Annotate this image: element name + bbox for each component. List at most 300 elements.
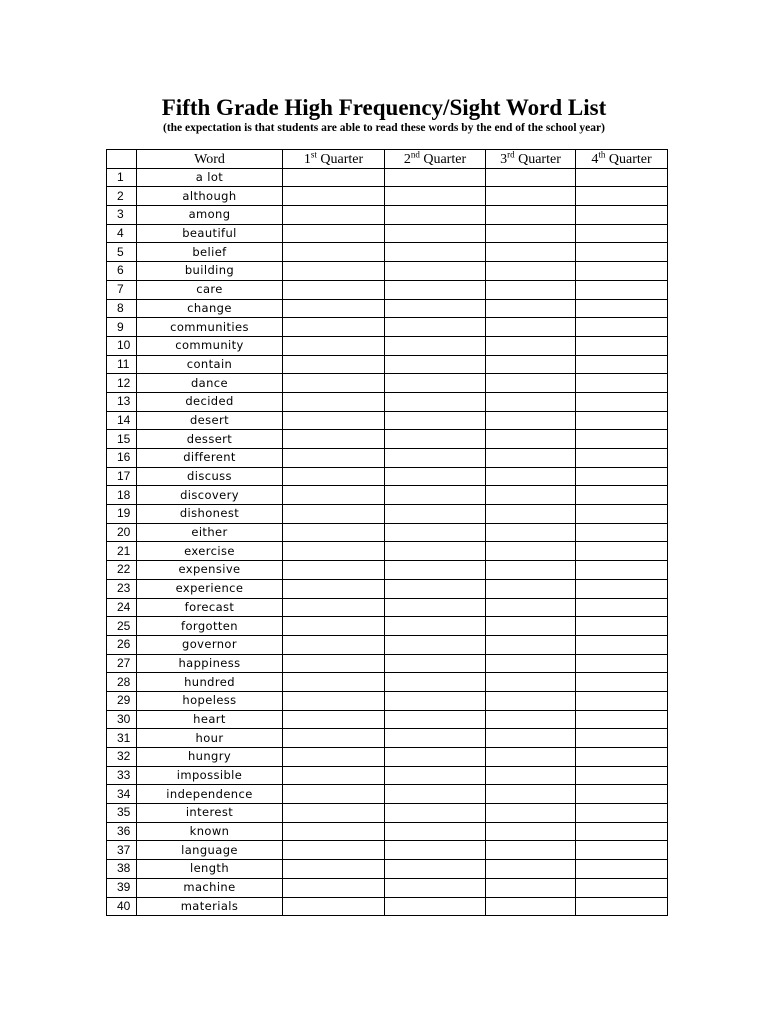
quarter-4-cell[interactable] (576, 168, 668, 187)
row-number: 1 (107, 168, 137, 187)
quarter-2-cell[interactable] (385, 243, 486, 262)
quarter-4-cell[interactable] (576, 748, 668, 767)
quarter-1-cell[interactable] (283, 411, 385, 430)
quarter-3-cell[interactable] (486, 561, 576, 580)
quarter-4-cell[interactable] (576, 841, 668, 860)
quarter-4-cell[interactable] (576, 785, 668, 804)
quarter-4-cell[interactable] (576, 224, 668, 243)
row-word: change (137, 299, 283, 318)
row-word: hungry (137, 748, 283, 767)
quarter-1-cell[interactable] (283, 449, 385, 468)
quarter-1-cell[interactable] (283, 841, 385, 860)
row-number: 25 (107, 617, 137, 636)
row-word: contain (137, 355, 283, 374)
quarter-3-cell[interactable] (486, 897, 576, 916)
quarter-3-cell[interactable] (486, 355, 576, 374)
quarter-1-cell[interactable] (283, 318, 385, 337)
quarter-1-cell[interactable] (283, 617, 385, 636)
quarter-2-cell[interactable] (385, 878, 486, 897)
quarter-3-cell[interactable] (486, 299, 576, 318)
table-row (107, 841, 668, 860)
quarter-3-cell[interactable] (486, 262, 576, 281)
quarter-3-cell[interactable] (486, 673, 576, 692)
quarter-2-cell[interactable] (385, 635, 486, 654)
table-row (107, 206, 668, 225)
row-word: either (137, 523, 283, 542)
quarter-2-cell[interactable] (385, 729, 486, 748)
table-row (107, 710, 668, 729)
row-word: machine (137, 878, 283, 897)
quarter-3-cell[interactable] (486, 523, 576, 542)
quarter-2-cell[interactable] (385, 785, 486, 804)
quarter-4-cell[interactable] (576, 729, 668, 748)
header-quarter-3-suffix: rd (507, 149, 515, 160)
quarter-3-cell[interactable] (486, 542, 576, 561)
quarter-3-cell[interactable] (486, 486, 576, 505)
table-row (107, 878, 668, 897)
quarter-1-cell[interactable] (283, 430, 385, 449)
quarter-3-cell[interactable] (486, 579, 576, 598)
table-row (107, 542, 668, 561)
row-word: known (137, 822, 283, 841)
quarter-4-cell[interactable] (576, 561, 668, 580)
quarter-4-cell[interactable] (576, 392, 668, 411)
quarter-3-cell[interactable] (486, 860, 576, 879)
row-number: 35 (107, 804, 137, 823)
row-word: hour (137, 729, 283, 748)
quarter-3-cell[interactable] (486, 841, 576, 860)
row-number: 6 (107, 262, 137, 281)
table-row (107, 411, 668, 430)
header-quarter-2-label: Quarter (423, 151, 467, 167)
quarter-2-cell[interactable] (385, 561, 486, 580)
row-number: 24 (107, 598, 137, 617)
header-quarter-3 (486, 150, 576, 169)
quarter-4-cell[interactable] (576, 542, 668, 561)
quarter-4-cell[interactable] (576, 374, 668, 393)
header-quarter-4-number: 4 (591, 151, 599, 167)
row-word: different (137, 449, 283, 468)
quarter-2-cell[interactable] (385, 206, 486, 225)
row-number: 13 (107, 392, 137, 411)
quarter-4-cell[interactable] (576, 299, 668, 318)
quarter-2-cell[interactable] (385, 486, 486, 505)
quarter-4-cell[interactable] (576, 355, 668, 374)
row-number: 27 (107, 654, 137, 673)
quarter-1-cell[interactable] (283, 766, 385, 785)
row-word: community (137, 336, 283, 355)
header-quarter-2 (385, 150, 486, 169)
quarter-3-cell[interactable] (486, 467, 576, 486)
quarter-1-cell[interactable] (283, 168, 385, 187)
quarter-3-cell[interactable] (486, 635, 576, 654)
row-number: 29 (107, 691, 137, 710)
row-word: care (137, 280, 283, 299)
row-number: 37 (107, 841, 137, 860)
header-quarter-2-number: 2 (403, 151, 411, 167)
quarter-1-cell[interactable] (283, 262, 385, 281)
table-row (107, 505, 668, 524)
quarter-3-cell[interactable] (486, 187, 576, 206)
quarter-3-cell[interactable] (486, 392, 576, 411)
quarter-2-cell[interactable] (385, 374, 486, 393)
row-number: 18 (107, 486, 137, 505)
table-row (107, 579, 668, 598)
row-word: building (137, 262, 283, 281)
row-word: belief (137, 243, 283, 262)
quarter-4-cell[interactable] (576, 243, 668, 262)
quarter-1-cell[interactable] (283, 355, 385, 374)
row-number: 33 (107, 766, 137, 785)
row-number: 28 (107, 673, 137, 692)
quarter-4-cell[interactable] (576, 411, 668, 430)
quarter-2-cell[interactable] (385, 336, 486, 355)
quarter-4-cell[interactable] (576, 860, 668, 879)
quarter-1-cell[interactable] (283, 206, 385, 225)
quarter-1-cell[interactable] (283, 748, 385, 767)
quarter-4-cell[interactable] (576, 691, 668, 710)
quarter-4-cell[interactable] (576, 187, 668, 206)
quarter-2-cell[interactable] (385, 392, 486, 411)
quarter-1-cell[interactable] (283, 860, 385, 879)
table-row (107, 766, 668, 785)
quarter-1-cell[interactable] (283, 710, 385, 729)
row-number: 40 (107, 897, 137, 916)
quarter-1-cell[interactable] (283, 336, 385, 355)
quarter-4-cell[interactable] (576, 280, 668, 299)
table-row (107, 262, 668, 281)
header-quarter-3-number: 3 (500, 151, 508, 167)
row-number: 23 (107, 579, 137, 598)
table-row (107, 804, 668, 823)
row-number: 9 (107, 318, 137, 337)
quarter-2-cell[interactable] (385, 542, 486, 561)
quarter-1-cell[interactable] (283, 523, 385, 542)
quarter-4-cell[interactable] (576, 766, 668, 785)
quarter-4-cell[interactable] (576, 598, 668, 617)
quarter-1-cell[interactable] (283, 897, 385, 916)
quarter-3-cell[interactable] (486, 766, 576, 785)
row-word: exercise (137, 542, 283, 561)
table-row (107, 673, 668, 692)
header-quarter-2-suffix: nd (410, 149, 420, 160)
quarter-3-cell[interactable] (486, 878, 576, 897)
quarter-3-cell[interactable] (486, 374, 576, 393)
quarter-1-cell[interactable] (283, 542, 385, 561)
quarter-3-cell[interactable] (486, 505, 576, 524)
quarter-4-cell[interactable] (576, 262, 668, 281)
quarter-3-cell[interactable] (486, 280, 576, 299)
row-word: experience (137, 579, 283, 598)
quarter-2-cell[interactable] (385, 430, 486, 449)
table-header-row (107, 150, 668, 169)
quarter-2-cell[interactable] (385, 449, 486, 468)
quarter-3-cell[interactable] (486, 691, 576, 710)
row-number: 31 (107, 729, 137, 748)
header-word: Word (137, 150, 283, 169)
quarter-3-cell[interactable] (486, 598, 576, 617)
row-word: governor (137, 635, 283, 654)
table-row (107, 168, 668, 187)
header-quarter-1-label: Quarter (320, 151, 364, 167)
quarter-2-cell[interactable] (385, 579, 486, 598)
row-word: although (137, 187, 283, 206)
quarter-2-cell[interactable] (385, 168, 486, 187)
table-row (107, 449, 668, 468)
quarter-1-cell[interactable] (283, 187, 385, 206)
row-word: discovery (137, 486, 283, 505)
row-number: 22 (107, 561, 137, 580)
header-quarter-4-label: Quarter (608, 151, 652, 167)
row-word: expensive (137, 561, 283, 580)
row-word: language (137, 841, 283, 860)
header-quarter-4-suffix: th (598, 149, 606, 160)
row-word: impossible (137, 766, 283, 785)
row-number: 12 (107, 374, 137, 393)
quarter-2-cell[interactable] (385, 318, 486, 337)
row-word: forecast (137, 598, 283, 617)
quarter-2-cell[interactable] (385, 262, 486, 281)
quarter-3-cell[interactable] (486, 785, 576, 804)
quarter-1-cell[interactable] (283, 467, 385, 486)
quarter-4-cell[interactable] (576, 822, 668, 841)
row-word: hundred (137, 673, 283, 692)
quarter-1-cell[interactable] (283, 299, 385, 318)
row-word: independence (137, 785, 283, 804)
table-row (107, 654, 668, 673)
quarter-1-cell[interactable] (283, 785, 385, 804)
quarter-1-cell[interactable] (283, 486, 385, 505)
table-row (107, 691, 668, 710)
table-row (107, 561, 668, 580)
row-word: communities (137, 318, 283, 337)
row-word: forgotten (137, 617, 283, 636)
quarter-1-cell[interactable] (283, 878, 385, 897)
row-word: discuss (137, 467, 283, 486)
row-number: 10 (107, 336, 137, 355)
row-number: 8 (107, 299, 137, 318)
table-row (107, 187, 668, 206)
quarter-1-cell[interactable] (283, 243, 385, 262)
quarter-1-cell[interactable] (283, 561, 385, 580)
row-number: 38 (107, 860, 137, 879)
row-word: heart (137, 710, 283, 729)
row-word: hopeless (137, 691, 283, 710)
row-word: beautiful (137, 224, 283, 243)
quarter-3-cell[interactable] (486, 336, 576, 355)
quarter-2-cell[interactable] (385, 280, 486, 299)
quarter-2-cell[interactable] (385, 766, 486, 785)
row-word: materials (137, 897, 283, 916)
quarter-3-cell[interactable] (486, 729, 576, 748)
quarter-1-cell[interactable] (283, 598, 385, 617)
quarter-1-cell[interactable] (283, 691, 385, 710)
quarter-2-cell[interactable] (385, 804, 486, 823)
table-row (107, 897, 668, 916)
quarter-2-cell[interactable] (385, 691, 486, 710)
header-number (107, 150, 137, 169)
quarter-2-cell[interactable] (385, 598, 486, 617)
quarter-4-cell[interactable] (576, 878, 668, 897)
word-list-body (107, 168, 668, 916)
quarter-3-cell[interactable] (486, 449, 576, 468)
quarter-4-cell[interactable] (576, 673, 668, 692)
table-row (107, 598, 668, 617)
table-row (107, 430, 668, 449)
quarter-2-cell[interactable] (385, 748, 486, 767)
quarter-3-cell[interactable] (486, 617, 576, 636)
page-subtitle: (the expectation is that students are able to read these words by the end of the school year) (163, 122, 605, 134)
row-word: among (137, 206, 283, 225)
quarter-3-cell[interactable] (486, 822, 576, 841)
quarter-1-cell[interactable] (283, 392, 385, 411)
table-row (107, 486, 668, 505)
row-number: 4 (107, 224, 137, 243)
quarter-2-cell[interactable] (385, 224, 486, 243)
row-number: 2 (107, 187, 137, 206)
quarter-1-cell[interactable] (283, 822, 385, 841)
quarter-2-cell[interactable] (385, 897, 486, 916)
quarter-4-cell[interactable] (576, 710, 668, 729)
header-quarter-1-suffix: st (310, 149, 317, 160)
table-row (107, 785, 668, 804)
row-number: 11 (107, 355, 137, 374)
row-word: desert (137, 411, 283, 430)
quarter-3-cell[interactable] (486, 206, 576, 225)
quarter-3-cell[interactable] (486, 224, 576, 243)
quarter-1-cell[interactable] (283, 729, 385, 748)
quarter-3-cell[interactable] (486, 243, 576, 262)
row-number: 20 (107, 523, 137, 542)
quarter-1-cell[interactable] (283, 280, 385, 299)
word-list-table (106, 149, 668, 916)
table-row (107, 355, 668, 374)
row-word: dessert (137, 430, 283, 449)
quarter-2-cell[interactable] (385, 523, 486, 542)
row-number: 21 (107, 542, 137, 561)
table-row (107, 336, 668, 355)
quarter-4-cell[interactable] (576, 486, 668, 505)
quarter-2-cell[interactable] (385, 860, 486, 879)
page-title: Fifth Grade High Frequency/Sight Word List (161, 95, 607, 120)
quarter-4-cell[interactable] (576, 579, 668, 598)
quarter-2-cell[interactable] (385, 654, 486, 673)
quarter-2-cell[interactable] (385, 822, 486, 841)
quarter-2-cell[interactable] (385, 505, 486, 524)
table-row (107, 748, 668, 767)
quarter-1-cell[interactable] (283, 804, 385, 823)
row-number: 15 (107, 430, 137, 449)
quarter-4-cell[interactable] (576, 617, 668, 636)
quarter-2-cell[interactable] (385, 710, 486, 729)
quarter-4-cell[interactable] (576, 523, 668, 542)
table-row (107, 860, 668, 879)
quarter-3-cell[interactable] (486, 710, 576, 729)
row-word: length (137, 860, 283, 879)
quarter-4-cell[interactable] (576, 654, 668, 673)
row-word: interest (137, 804, 283, 823)
quarter-1-cell[interactable] (283, 224, 385, 243)
quarter-1-cell[interactable] (283, 505, 385, 524)
row-number: 17 (107, 467, 137, 486)
table-row (107, 617, 668, 636)
quarter-4-cell[interactable] (576, 318, 668, 337)
row-word: dishonest (137, 505, 283, 524)
quarter-1-cell[interactable] (283, 654, 385, 673)
quarter-4-cell[interactable] (576, 206, 668, 225)
table-row (107, 822, 668, 841)
table-row (107, 299, 668, 318)
row-number: 19 (107, 505, 137, 524)
quarter-3-cell[interactable] (486, 168, 576, 187)
quarter-3-cell[interactable] (486, 654, 576, 673)
quarter-4-cell[interactable] (576, 505, 668, 524)
header-quarter-3-label: Quarter (518, 151, 561, 167)
table-row (107, 374, 668, 393)
row-number: 34 (107, 785, 137, 804)
quarter-2-cell[interactable] (385, 299, 486, 318)
row-number: 36 (107, 822, 137, 841)
table-row (107, 318, 668, 337)
quarter-4-cell[interactable] (576, 635, 668, 654)
quarter-1-cell[interactable] (283, 673, 385, 692)
quarter-4-cell[interactable] (576, 804, 668, 823)
quarter-3-cell[interactable] (486, 430, 576, 449)
quarter-2-cell[interactable] (385, 355, 486, 374)
table-row (107, 392, 668, 411)
row-number: 32 (107, 748, 137, 767)
row-number: 7 (107, 280, 137, 299)
quarter-2-cell[interactable] (385, 617, 486, 636)
table-row (107, 224, 668, 243)
quarter-2-cell[interactable] (385, 187, 486, 206)
quarter-4-cell[interactable] (576, 897, 668, 916)
row-word: dance (137, 374, 283, 393)
quarter-3-cell[interactable] (486, 804, 576, 823)
row-number: 39 (107, 878, 137, 897)
quarter-4-cell[interactable] (576, 430, 668, 449)
table-row (107, 280, 668, 299)
table-row (107, 523, 668, 542)
quarter-3-cell[interactable] (486, 318, 576, 337)
quarter-4-cell[interactable] (576, 449, 668, 468)
quarter-4-cell[interactable] (576, 467, 668, 486)
quarter-2-cell[interactable] (385, 841, 486, 860)
row-word: a lot (137, 168, 283, 187)
quarter-1-cell[interactable] (283, 635, 385, 654)
table-row (107, 243, 668, 262)
quarter-2-cell[interactable] (385, 673, 486, 692)
header-quarter-4 (576, 150, 668, 169)
table-row (107, 467, 668, 486)
row-word: happiness (137, 654, 283, 673)
quarter-2-cell[interactable] (385, 467, 486, 486)
row-number: 5 (107, 243, 137, 262)
quarter-3-cell[interactable] (486, 748, 576, 767)
row-number: 14 (107, 411, 137, 430)
row-number: 30 (107, 710, 137, 729)
header-quarter-1-number: 1 (303, 151, 311, 167)
quarter-4-cell[interactable] (576, 336, 668, 355)
quarter-2-cell[interactable] (385, 411, 486, 430)
table-row (107, 635, 668, 654)
quarter-1-cell[interactable] (283, 374, 385, 393)
header-quarter-1 (283, 150, 385, 169)
quarter-1-cell[interactable] (283, 579, 385, 598)
quarter-3-cell[interactable] (486, 411, 576, 430)
row-number: 3 (107, 206, 137, 225)
row-number: 26 (107, 635, 137, 654)
